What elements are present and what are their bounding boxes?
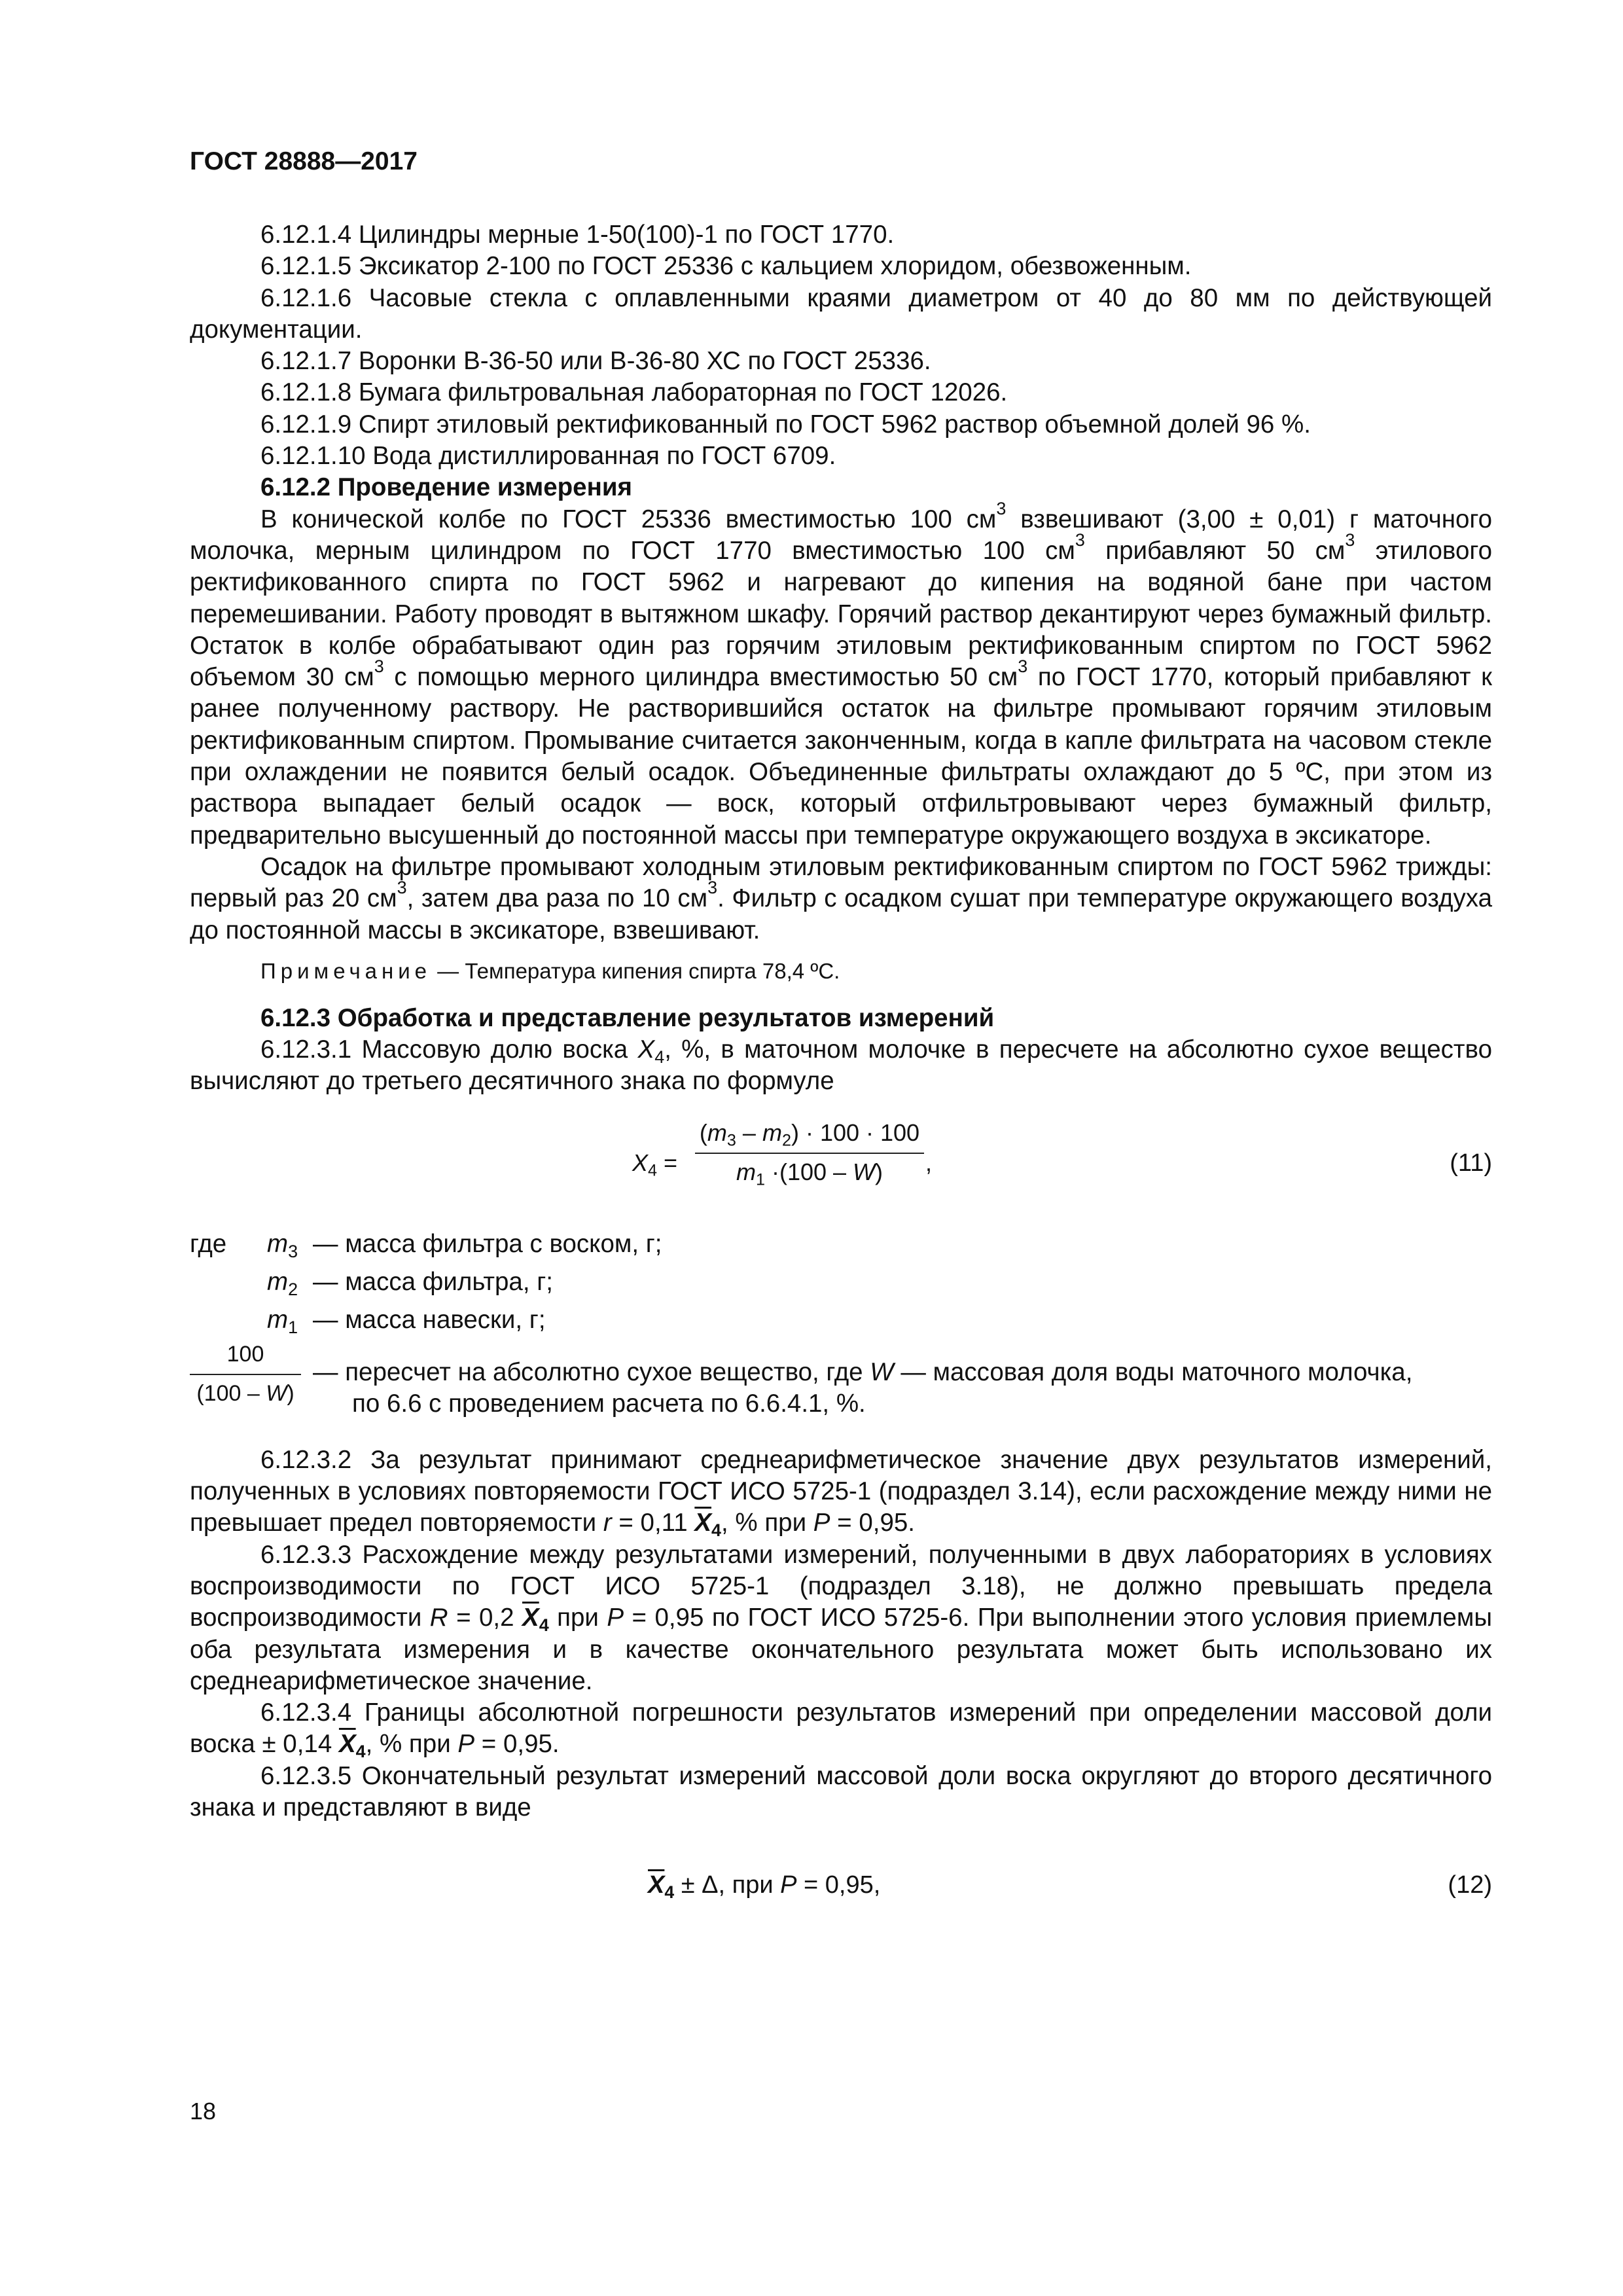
paragraph: 6.12.3.5 Окончательный результат измерений массовой доли воска округляют до второго десятичного знака и представляют в виде <box>190 1761 1492 1821</box>
note: Примечание — Температура кипения спирта 78,4 ºС. <box>260 958 840 983</box>
note-label: Примечание <box>260 958 432 983</box>
list-item: 6.12.1.9 Спирт этиловый ректификованный по ГОСТ 5962 раствор объемной долей 96 %. <box>260 410 1311 439</box>
paragraph: 6.12.3.3 Расхождение между результатами измерений, полученными в двух лабораториях в условиях воспроизводимости по ГОСТ ИСО 5725-1 (подраздел 3.18), не должно превышать предела воспроизводимости R = 0,2 $\overline{X}_4$ при P = 0,95 по ГОСТ ИСО 5725-6. При выполнении этого условия приемлемы оба результата измерения и в качестве окончательного результата может быть использовано их среднеарифметическое значение. <box>190 1540 1492 1695</box>
list-item: 6.12.1.7 Воронки В-36-50 или В-36-80 ХС по ГОСТ 25336. <box>260 347 931 376</box>
list-item: 6.12.1.6 Часовые стекла с оплавленными краями диаметром от 40 до 80 мм по действующей документации. <box>190 283 1492 344</box>
paragraph: 6.12.3.1 Массовую долю воска $X_4$, %, в маточном молочке в пересчете на абсолютно сухое вещество вычисляют до третьего десятичного знака по формуле <box>190 1035 1492 1096</box>
legend-fraction: 100 (100 – W) <box>190 1338 301 1410</box>
list-item: 6.12.1.4 Цилиндры мерные 1-50(100)-1 по ГОСТ 1770. <box>260 221 895 249</box>
page-number: 18 <box>190 2098 217 2125</box>
paragraph: 6.12.3.4 Границы абсолютной погрешности результатов измерений при определении массовой доли воска ± 0,14 $\overline{X}_4$, % при P = 0,95. <box>190 1698 1492 1762</box>
document-header: ГОСТ 28888—2017 <box>190 147 418 175</box>
section-heading: 6.12.3 Обработка и представление результатов измерений <box>260 1003 995 1032</box>
formula-12: $\overline{X}_4 \pm \Delta$, при P = 0,95, (12) <box>190 1869 1492 1922</box>
list-item: 6.12.1.8 Бумага фильтровальная лабораторная по ГОСТ 12026. <box>260 378 1008 407</box>
paragraph: 6.12.3.2 За результат принимают среднеарифметическое значение двух результатов измерений, полученных в условиях повторяемости ГОСТ ИСО 5725-1 (подраздел 3.14), если расхождение между ними не превышает предел повторяемости r = 0,11 $\overline{X}_4$, % при P = 0,95. <box>190 1445 1492 1541</box>
equation-number: (12) <box>1448 1871 1492 1899</box>
formula-11: $X_4$ = $(m_3 - m_2) \cdot 100 \cdot 100$ $m_1 \cdot(100 - W)$ , (11) <box>190 1117 1492 1215</box>
list-item: 6.12.1.10 Вода дистиллированная по ГОСТ 6709. <box>260 442 836 471</box>
document-body <box>190 219 1492 1922</box>
paragraph: В конической колбе по ГОСТ 25336 вместимостью 100 $см^3$ взвешивают (3,00 ± 0,01) г маточного молочка, мерным цилиндром по ГОСТ 1770 вместимостью 100 $см^3$ прибавляют 50 $см^3$ этилового ректификованного спирта по ГОСТ 5962 и нагревают до кипения на водяной бане при частом перемешивании. Работу проводят в вытяжном шкафу. Горячий раствор декантируют через бумажный фильтр. Остаток в колбе обрабатывают один раз горячим этиловым ректификованным спиртом по ГОСТ 5962 объемом 30 $см^3$ с помощью мерного цилиндра вместимостью 50 $см^3$ по ГОСТ 1770, который прибавляют к ранее полученному раствору. Не растворившийся остаток на фильтре промывают горячим этиловым ректификованным спиртом. Промывание считается законченным, когда в капле фильтрата на часовом стекле при охлаждении не появится белый осадок. Объединенные фильтраты охлаждают до 5 ºС, при этом из раствора выпадает белый осадок — воск, который отфильтровывают через бумажный фильтр, предварительно высушенный до постоянной массы при температуре окружающего воздуха в эксикаторе. <box>190 498 1492 850</box>
equation-number: (11) <box>1450 1149 1492 1177</box>
list-item: 6.12.1.5 Эксикатор 2-100 по ГОСТ 25336 с кальцием хлоридом, обезвоженным. <box>260 252 1192 281</box>
section-heading: 6.12.2 Проведение измерения <box>260 473 632 502</box>
formula-legend: где $m_3$ — масса фильтра с воском, г; $m_2$ — масса фильтра, г; $m_1$ — масса навески, г; 100 (100 – W) — пересчет на абсолютно сухое вещество, где W — массовая доля воды маточного молочка, по 6.6 с проведением расчета по 6.6.4.1, %. <box>190 1229 1413 1418</box>
paragraph: Осадок на фильтре промывают холодным этиловым ректификованным спиртом по ГОСТ 5962 трижды: первый раз 20 $см^3$, затем два раза по 10 $см^3$. Фильтр с осадком сушат при температуре окружающего воздуха до постоянной массы в эксикаторе, взвешивают. <box>190 852 1492 944</box>
formula-fraction: $(m_3 - m_2) \cdot 100 \cdot 100$ $m_1 \cdot(100 - W)$ <box>695 1117 924 1189</box>
